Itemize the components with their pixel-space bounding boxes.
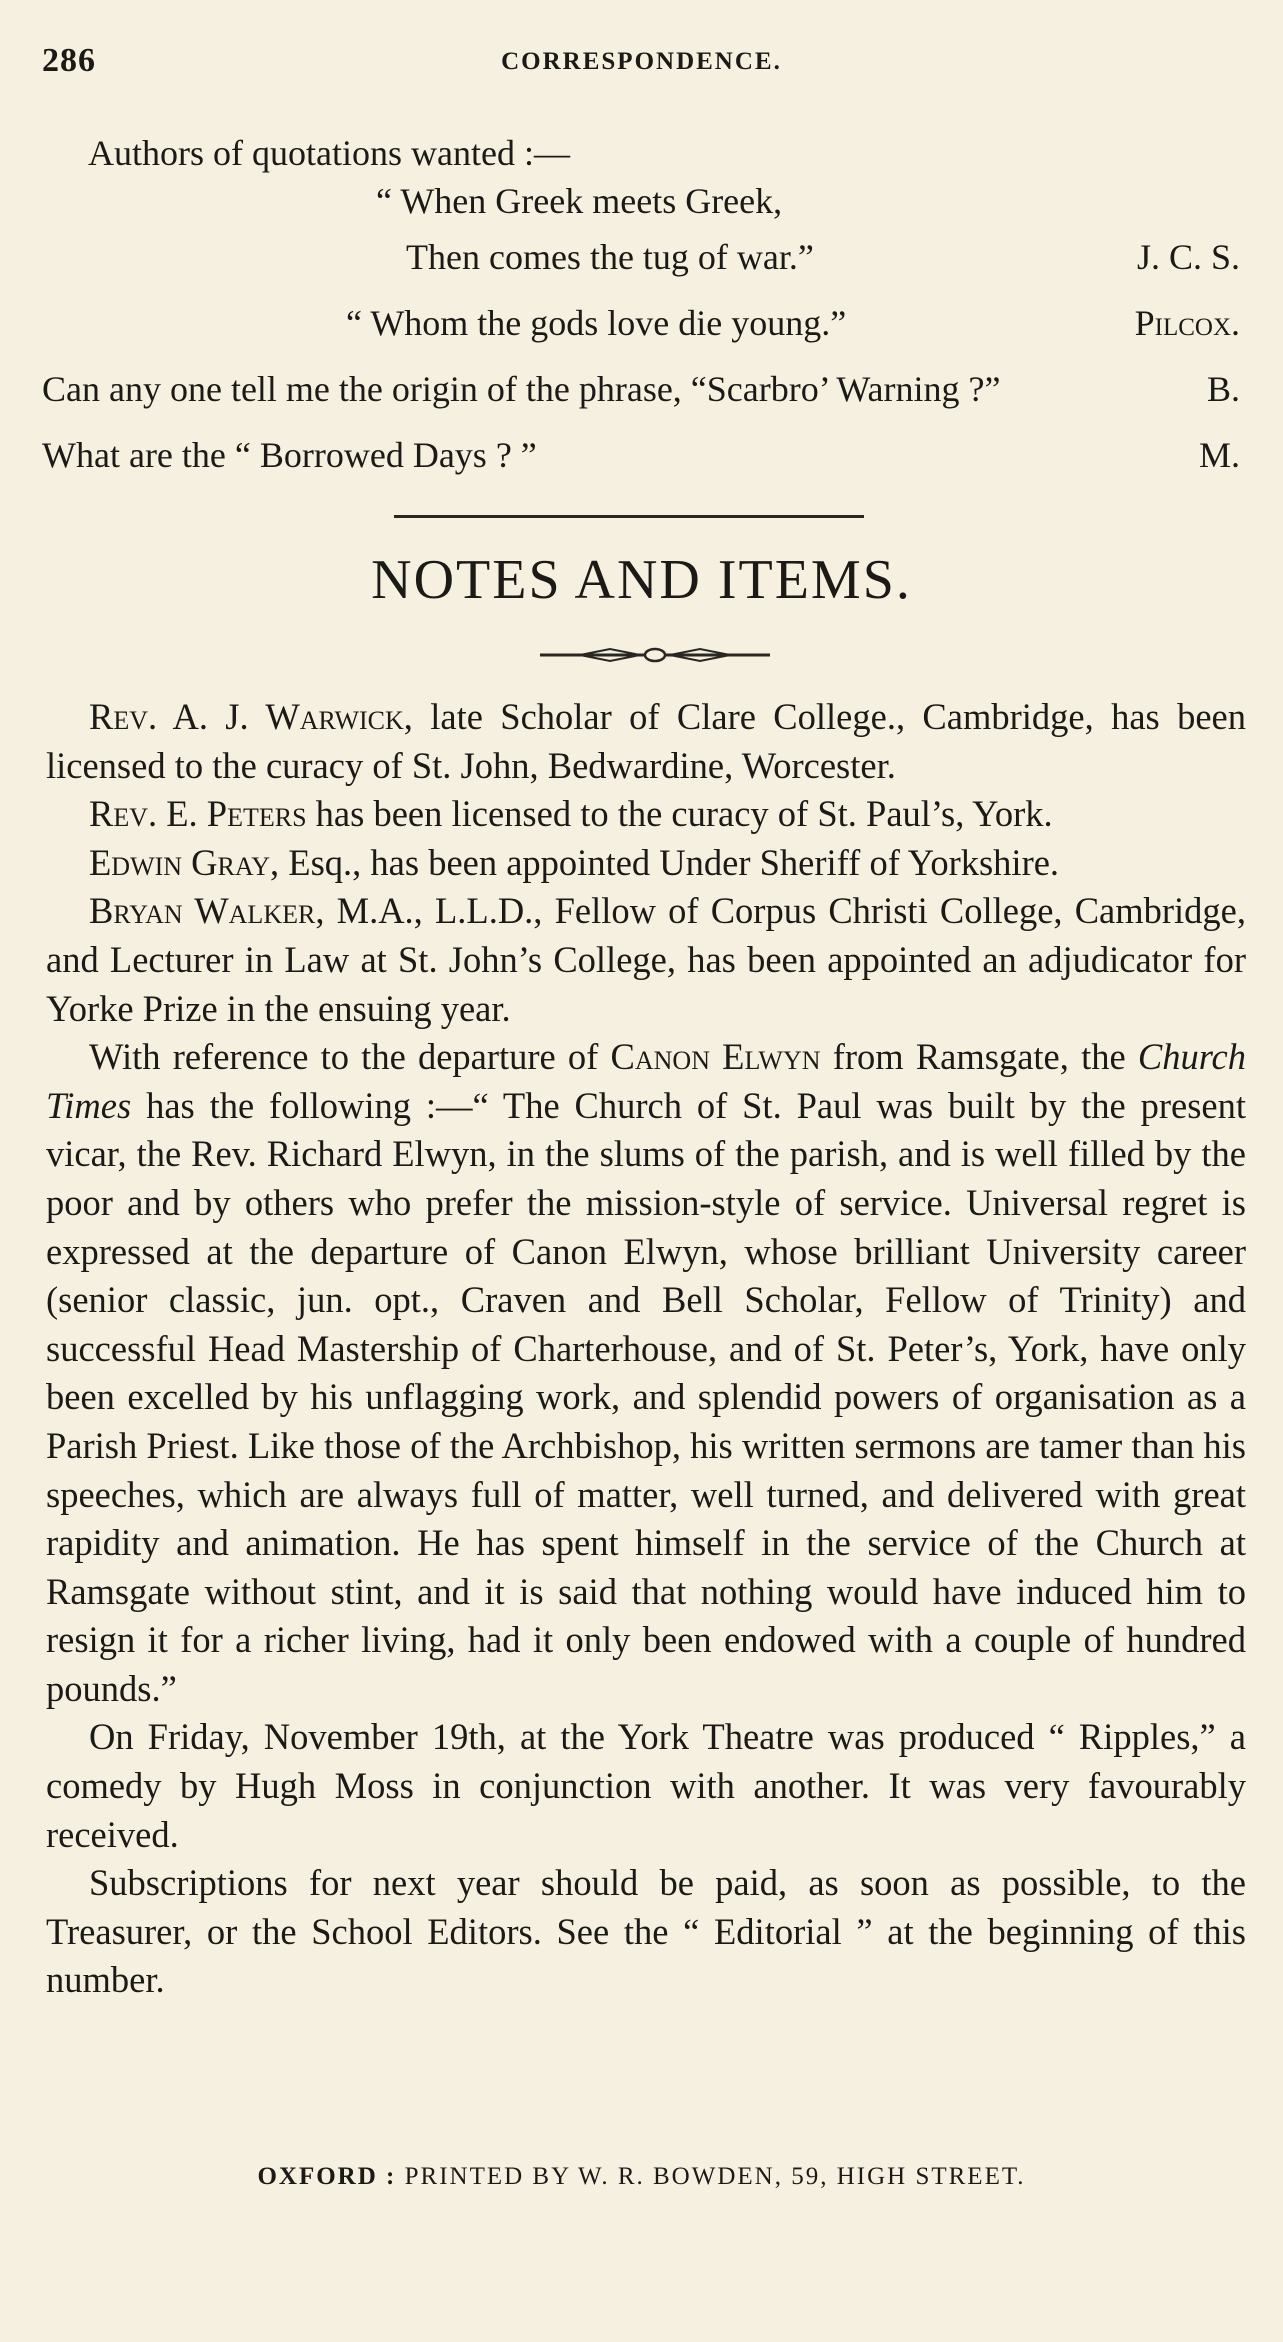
- quotation-1-line-2: Then comes the tug of war.”: [406, 237, 814, 277]
- note-warwick: Rev. A. J. Warwick, late Scholar of Clare College., Cambridge, has been licensed to the curacy of St. John, Bedwardine, Worcester.: [46, 696, 1246, 786]
- journal-title: Church Times: [46, 1036, 1246, 1126]
- signature-b: B.: [1206, 369, 1240, 409]
- person-name: Edwin Gray,: [89, 841, 280, 883]
- signature-pilcox: Pilcox.: [1134, 303, 1240, 343]
- note-york-theatre: On Friday, November 19th, at the York Theatre was produced “ Ripples,” a comedy by Hugh Moss in conjunction with another. It was very favourably received.: [46, 1716, 1246, 1855]
- person-name: Rev. E. Peters: [89, 793, 307, 835]
- note-walker: Bryan Walker, M.A., L.L.D., Fellow of Corpus Christi College, Cambridge, and Lecturer in Law at St. John’s College, has been appointed an adjudicator for Yorke Prize in the ensuing year.: [46, 890, 1246, 1029]
- note-elwyn: With reference to the departure of Canon Elwyn from Ramsgate, the Church Times has the following :—“ The Church of St. Paul was built by the present vicar, the Rev. Richard Elwyn, in the slums of the parish, and is well filled by the poor and by others who prefer the mission-style of service. Universal regret is expressed at the departure of Canon Elwyn, whose brilliant University career (senior classic, jun. opt., Craven and Bell Scholar, Fellow of Trinity) and successful Head Mastership of Charterhouse, and of St. Peter’s, York, have only been excelled by his unflagging work, and splendid powers of organisation as a Parish Priest. Like those of the Archbishop, his written sermons are tamer than his speeches, which are always full of matter, well turned, and delivered with great rapidity and animation. He has spent himself in the service of the Church at Ramsgate without stint, and it is said that nothing would have induced him to resign it for a richer living, had it only been endowed with a couple of hundred pounds.”: [46, 1036, 1246, 1709]
- note-gray: Edwin Gray, Esq., has been appointed Under Sheriff of Yorkshire.: [89, 841, 1060, 883]
- note-subscriptions: Subscriptions for next year should be paid, as soon as possible, to the Treasurer, or the School Editors. See the “ Editorial ” at the beginning of this number.: [46, 1862, 1246, 2001]
- quotation-2: “ Whom the gods love die young.”: [346, 303, 847, 343]
- query-borrowed-days: What are the “ Borrowed Days ? ”: [42, 435, 537, 475]
- printer-imprint: OXFORD : PRINTED BY W. R. BOWDEN, 59, HIGH STREET.: [257, 2163, 1026, 2190]
- section-rule: [394, 515, 864, 518]
- person-name: Canon Elwyn: [610, 1036, 821, 1078]
- person-name: Rev. A. J. Warwick,: [89, 696, 413, 737]
- query-scarbro-warning: Can any one tell me the origin of the phrase, “Scarbro’ Warning ?”: [42, 369, 1001, 409]
- signature-m: M.: [1198, 435, 1240, 475]
- notes-and-items-body: [46, 693, 1246, 2005]
- page-number: 286: [42, 42, 96, 79]
- quotation-1-line-1: “ When Greek meets Greek,: [376, 181, 783, 221]
- note-peters: Rev. E. Peters has been licensed to the curacy of St. Paul’s, York.: [89, 793, 1053, 835]
- signature-jcs: J. C. S.: [1136, 237, 1240, 277]
- section-heading: NOTES AND ITEMS.: [371, 549, 912, 611]
- ornament-divider: [540, 640, 770, 670]
- running-title: CORRESPONDENCE.: [501, 48, 782, 75]
- running-header: [42, 42, 1241, 82]
- queries-intro: Authors of quotations wanted :—: [88, 133, 570, 173]
- person-name: Bryan Walker,: [89, 890, 325, 932]
